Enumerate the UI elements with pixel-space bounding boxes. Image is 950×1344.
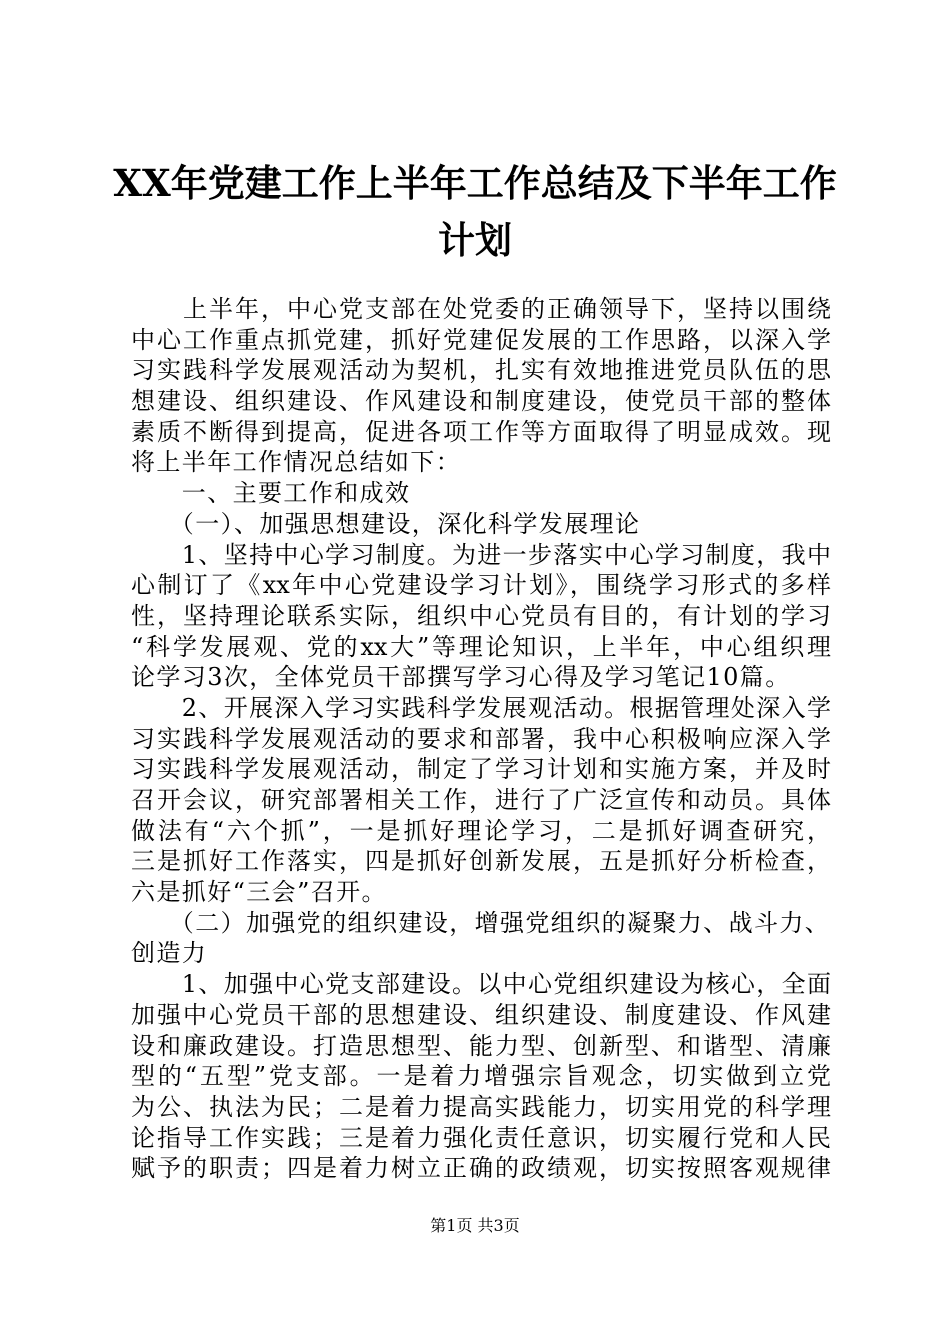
paragraph-line: 2、开展深入学习实践科学发展观活动。根据管理处深入学 [131,693,831,722]
paragraph-line: 型的“五型”党支部。一是着力增强宗旨观念，切实做到立党 [131,1062,831,1091]
paragraph-line: 设和廉政建设。打造思想型、能力型、创新型、和谐型、清廉 [131,1031,831,1060]
paragraph-line: 做法有“六个抓”，一是抓好理论学习，二是抓好调查研究， [131,816,831,845]
document-title-line-1: XX年党建工作上半年工作总结及下半年工作 [113,161,837,205]
subsection-heading-continued: 创造力 [131,939,208,968]
paragraph-line: 召开会议，研究部署相关工作，进行了广泛宣传和动员。具体 [131,786,831,814]
paragraph-line: 将上半年工作情况总结如下： [131,448,462,477]
paragraph-line: 论指导工作实践；三是着力强化责任意识，切实履行党和人民 [131,1123,831,1152]
document-body [131,294,831,1184]
paragraph-line: 上半年，中心党支部在处党委的正确领导下，坚持以围绕 [131,295,831,323]
section-heading: 一、主要工作和成效 [131,479,411,508]
page-footer: 第1页 共3页 [430,1216,520,1235]
paragraph-line: 习实践科学发展观活动的要求和部署，我中心积极响应深入学 [131,724,831,753]
paragraph-line: 赋予的职责；四是着力树立正确的政绩观，切实按照客观规律 [131,1154,831,1183]
paragraph-line: 三是抓好工作落实，四是抓好创新发展，五是抓好分析检查， [131,847,831,876]
paragraph-line: 中心工作重点抓党建，抓好党建促发展的工作思路，以深入学 [131,325,831,354]
paragraph-line: 六是抓好“三会”召开。 [131,878,387,907]
paragraph-line: 加强中心党员干部的思想建设、组织建设、制度建设、作风建 [131,1000,831,1029]
paragraph-line: 习实践科学发展观活动，制定了学习计划和实施方案，并及时 [131,755,831,784]
subsection-heading: （二）加强党的组织建设，增强党组织的凝聚力、战斗力、 [131,908,831,937]
paragraph-line: 心制订了《xx年中心党建设学习计划》，围绕学习形式的多样 [131,571,831,600]
paragraph-line: 为公、执法为民；二是着力提高实践能力，切实用党的科学理 [131,1092,831,1121]
paragraph-line: 素质不断得到提高，促进各项工作等方面取得了明显成效。现 [131,417,831,446]
paragraph-line: 1、加强中心党支部建设。以中心党组织建设为核心，全面 [131,970,831,999]
paragraph-line: “科学发展观、党的xx大”等理论知识，上半年，中心组织理 [131,632,831,661]
document-title-line-2: 计划 [438,218,512,262]
paragraph-line: 性，坚持理论联系实际，组织中心党员有目的，有计划的学习 [131,601,831,630]
subsection-heading: （一）、加强思想建设，深化科学发展理论 [131,509,641,538]
paragraph-line: 1、坚持中心学习制度。为进一步落实中心学习制度，我中 [131,540,831,569]
paragraph-line: 想建设、组织建设、作风建设和制度建设，使党员干部的整体 [131,387,831,416]
paragraph-line: 论学习3次，全体党员干部撰写学习心得及学习笔记10篇。 [131,663,791,692]
paragraph-line: 习实践科学发展观活动为契机，扎实有效地推进党员队伍的思 [131,356,831,385]
